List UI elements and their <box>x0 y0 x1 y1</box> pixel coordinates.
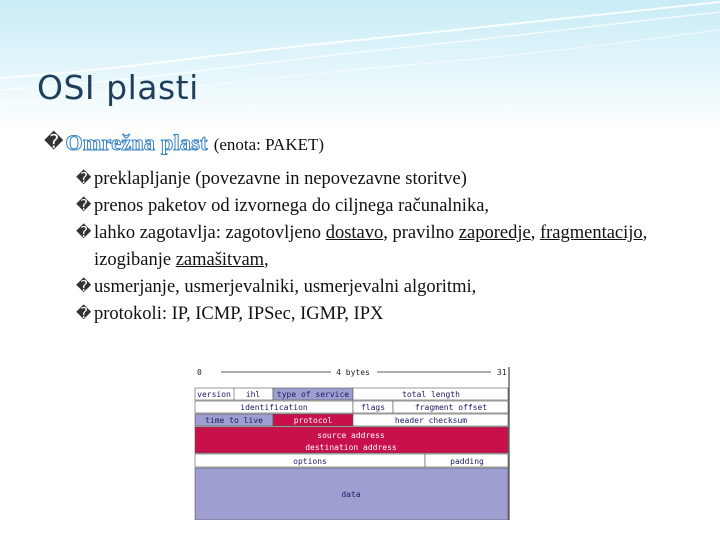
bullet-text: , pravilno <box>383 223 459 243</box>
bullet-item <box>76 220 696 274</box>
bullet-item <box>76 166 696 193</box>
field-flags: flags <box>360 403 386 412</box>
field-data: data <box>341 490 361 499</box>
bullet-text: preklapljanje (povezavne in nepovezavne storitve) <box>94 169 467 189</box>
bullet-text: , <box>264 250 269 270</box>
underlined-term: dostavo <box>325 223 384 243</box>
bullet-text: prenos paketov od izvornega do ciljnega računalnika, <box>94 196 490 216</box>
bit-start-label: 0 <box>197 368 202 377</box>
bullet-icon: � <box>76 279 92 295</box>
bullet-text: usmerjanje, usmerjevalniki, usmerjevalni algoritmi, <box>94 277 477 297</box>
field-version: version <box>197 390 231 399</box>
field-checksum: header checksum <box>394 416 468 425</box>
underlined-term: fragmentacijo <box>539 223 643 243</box>
bullet-icon: � <box>76 171 92 187</box>
header-background <box>0 0 720 130</box>
field-options: options <box>293 457 327 466</box>
field-source: source address <box>317 431 385 440</box>
underlined-term: zaporedje <box>458 223 531 243</box>
field-padding: padding <box>450 457 484 466</box>
bit-end-label: 31 <box>497 368 507 377</box>
bullet-text: , <box>530 223 540 243</box>
field-total-length: total length <box>402 390 460 399</box>
field-destination: destination address <box>305 443 397 452</box>
bullet-item <box>76 274 696 301</box>
bullet-icon: � <box>76 306 92 322</box>
width-label: 4 bytes <box>336 368 370 377</box>
field-protocol: protocol <box>293 416 333 425</box>
field-ttl: time to live <box>205 416 263 425</box>
bullet-list <box>76 166 696 328</box>
bullet-text: lahko zagotavlja: zagotovljeno <box>94 223 326 243</box>
bullet-text: protokoli: IP, ICMP, IPSec, IGMP, IPX <box>94 304 384 324</box>
header-wave-decoration <box>0 0 720 130</box>
section-heading-unit: (enota: PAKET) <box>213 135 325 154</box>
ip-header-svg <box>191 364 515 520</box>
field-identification: identification <box>240 403 308 412</box>
field-ihl: ihl <box>245 390 261 399</box>
slide-title: OSI plasti <box>37 68 199 107</box>
section-heading-title: Omrežna plast <box>65 130 208 155</box>
field-tos: type of service <box>276 390 350 399</box>
bullet-icon: � <box>76 225 92 241</box>
ip-header-diagram <box>191 364 515 520</box>
underlined-term: zamašitvam <box>175 250 265 270</box>
bullet-icon: � <box>76 198 92 214</box>
bullet-item <box>76 301 696 328</box>
bullet-text: , izogibanje <box>94 223 648 270</box>
bullet-item <box>76 193 696 220</box>
field-fragment-offset: fragment offset <box>414 403 488 412</box>
section-heading <box>44 130 324 156</box>
bullet-icon: � <box>44 131 64 153</box>
